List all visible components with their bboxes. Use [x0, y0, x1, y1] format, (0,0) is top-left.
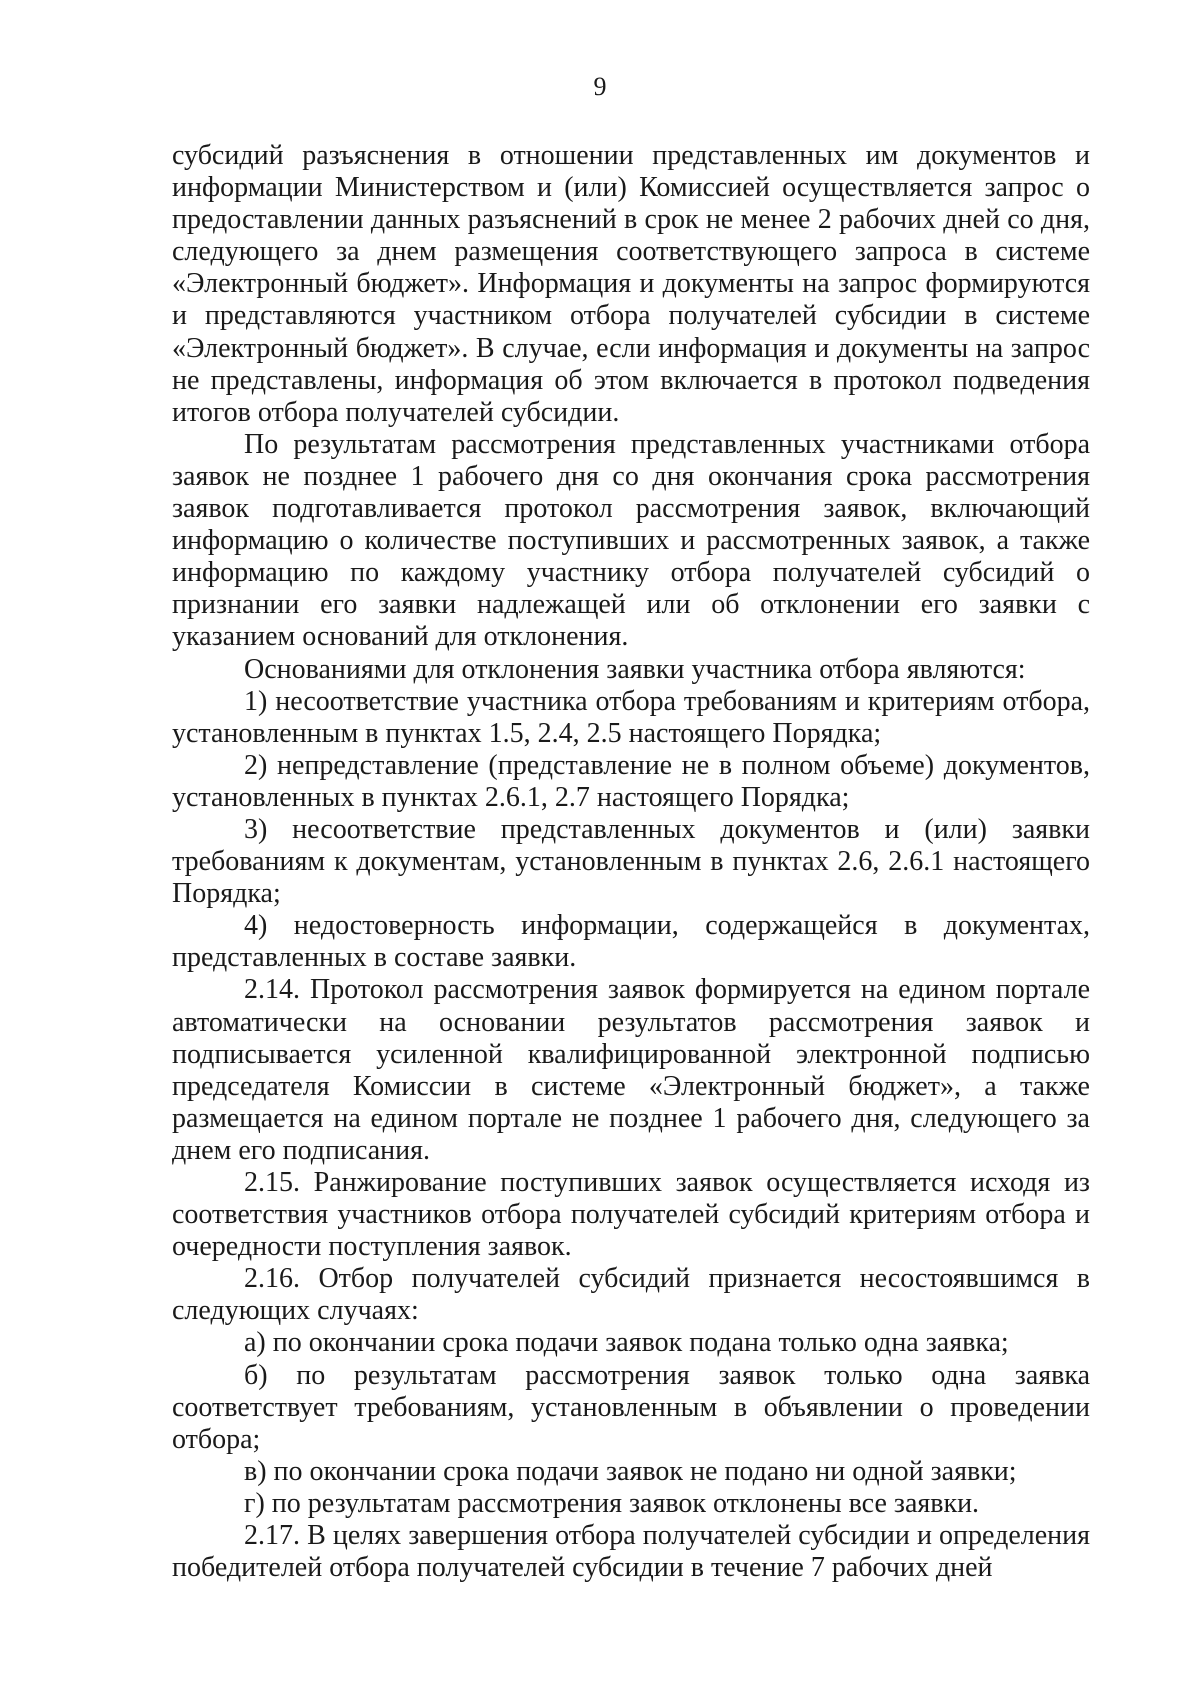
list-item: г) по результатам рассмотрения заявок отклонены все заявки. [244, 1487, 980, 1519]
list-item: 3) несоответствие представленных документов и (или) заявки требованиям к документам, установленным в пунктах 2.6, 2.6.1 настоящего Порядка; [172, 813, 1090, 910]
section-2-14: 2.14. Протокол рассмотрения заявок формируется на едином портале автоматически на основании результатов рассмотрения заявок и подписывается усиленной квалифицированной электронной подписью председателя Комиссии в системе «Электронный бюджет», а также размещается на едином портале не позднее 1 рабочего дня, следующего за днем его подписания. [172, 974, 1090, 1166]
list-item: в) по окончании срока подачи заявок не подано ни одной заявки; [244, 1455, 1017, 1487]
section-2-17: 2.17. В целях завершения отбора получателей субсидии и определения победителей отбора получателей субсидии в течение 7 рабочих дней [172, 1520, 1090, 1584]
paragraph: субсидий разъяснения в отношении представленных им документов и информации Министерством и (или) Комиссией осуществляется запрос о предоставлении данных разъяснений в срок не менее 2 рабочих дней со дня, следующего за днем размещения соответствующего запроса в системе «Электронный бюджет». Информация и документы на запрос формируются и представляются участником отбора получателей субсидии в системе «Электронный бюджет». В случае, если информация и документы на запрос не представлены, информация об этом включается в протокол подведения итогов отбора получателей субсидии. [172, 140, 1090, 428]
list-item: 4) недостоверность информации, содержащейся в документах, представленных в составе заявки. [172, 910, 1090, 974]
list-item: 1) несоответствие участника отбора требованиям и критериям отбора, установленным в пунктах 1.5, 2.4, 2.5 настоящего Порядка; [172, 685, 1090, 749]
list-item: б) по результатам рассмотрения заявок только одна заявка соответствует требованиям, установленным в объявлении о проведении отбора; [172, 1359, 1090, 1455]
paragraph: Основаниями для отклонения заявки участника отбора являются: [244, 653, 1026, 685]
list-item: 2) непредставление (представление не в полном объеме) документов, установленных в пунктах 2.6.1, 2.7 настоящего Порядка; [172, 749, 1090, 813]
document-body [172, 140, 1090, 1584]
page-number: 9 [593, 72, 607, 101]
section-2-16: 2.16. Отбор получателей субсидий признается несостоявшимся в следующих случаях: [172, 1263, 1090, 1327]
list-item: а) по окончании срока подачи заявок подана только одна заявка; [244, 1327, 1009, 1359]
paragraph: По результатам рассмотрения представленных участниками отбора заявок не позднее 1 рабочего дня со дня окончания срока рассмотрения заявок подготавливается протокол рассмотрения заявок, включающий информацию о количестве поступивших и рассмотренных заявок, а также информацию по каждому участнику отбора получателей субсидий о признании его заявки надлежащей или об отклонении его заявки с указанием оснований для отклонения. [172, 428, 1090, 653]
section-2-15: 2.15. Ранжирование поступивших заявок осуществляется исходя из соответствия участников отбора получателей субсидий критериям отбора и очередности поступления заявок. [172, 1167, 1090, 1263]
